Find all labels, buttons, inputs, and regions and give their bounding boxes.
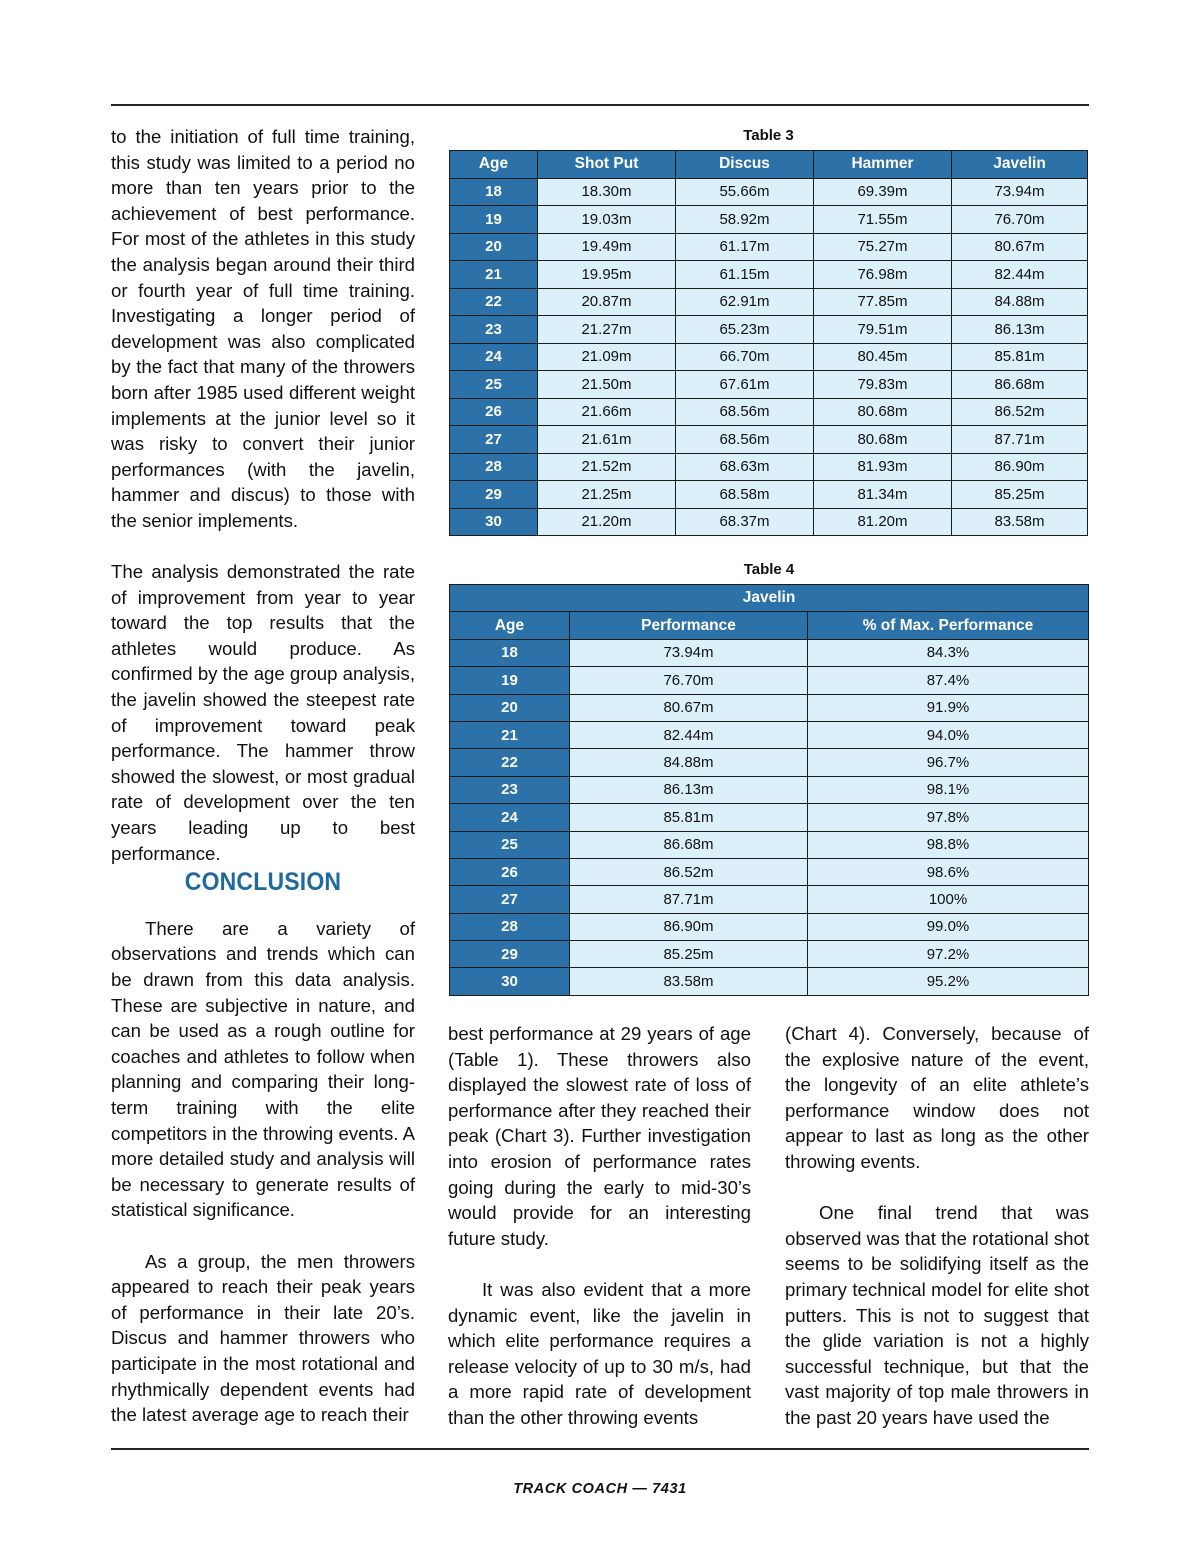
table4-header-performance: Performance	[570, 612, 808, 639]
table4-row	[450, 858, 1089, 885]
table3-age-cell: 29	[450, 481, 538, 509]
table4-value-cell: 98.8%	[808, 831, 1089, 858]
table3-age-cell: 23	[450, 316, 538, 344]
table4-header-pct-max: % of Max. Performance	[808, 612, 1089, 639]
table3-value-cell: 86.13m	[952, 316, 1088, 344]
table3-row	[450, 481, 1088, 509]
table3-row	[450, 453, 1088, 481]
table4-value-cell: 97.8%	[808, 804, 1089, 831]
table3-value-cell: 20.87m	[538, 288, 676, 316]
table4-value-cell: 84.3%	[808, 639, 1089, 666]
table4-age-cell: 27	[450, 886, 570, 913]
table3-value-cell: 76.70m	[952, 206, 1088, 234]
table4-row	[450, 913, 1089, 940]
table3-age-cell: 30	[450, 508, 538, 536]
table3-row	[450, 426, 1088, 454]
page-footer: TRACK COACH — 7431	[513, 1481, 687, 1497]
table3-value-cell: 87.71m	[952, 426, 1088, 454]
table3-value-cell: 68.63m	[676, 453, 814, 481]
table3-age-cell: 28	[450, 453, 538, 481]
table4-age-cell: 19	[450, 667, 570, 694]
table4-value-cell: 96.7%	[808, 749, 1089, 776]
table3-age-cell: 19	[450, 206, 538, 234]
table3-value-cell: 71.55m	[814, 206, 952, 234]
table3-value-cell: 68.56m	[676, 398, 814, 426]
table4-value-cell: 95.2%	[808, 968, 1089, 995]
table4-row	[450, 694, 1089, 721]
table3-header-age: Age	[450, 151, 538, 179]
table3-header-shot-put: Shot Put	[538, 151, 676, 179]
table4-value-cell: 87.4%	[808, 667, 1089, 694]
table3-header-hammer: Hammer	[814, 151, 952, 179]
table3-value-cell: 68.58m	[676, 481, 814, 509]
top-rule	[111, 104, 1089, 106]
table3-value-cell: 75.27m	[814, 233, 952, 261]
table4-value-cell: 80.67m	[570, 694, 808, 721]
middle-paragraph-1: best performance at 29 years of age (Table 1). These throwers also displayed the slowest rate of loss of performance after they reached their peak (Chart 3). Further investigation into erosion of performance rates going during the early to mid-30’s would provide for an interesting future study.	[448, 1023, 751, 1249]
table3-value-cell: 81.34m	[814, 481, 952, 509]
table3-value-cell: 73.94m	[952, 178, 1088, 206]
table3-value-cell: 79.51m	[814, 316, 952, 344]
table4-value-cell: 86.13m	[570, 776, 808, 803]
left-paragraph-2: The analysis demonstrated the rate of improvement from year to year toward the top results that the athletes would produce. As confirmed by the age group analysis, the javelin showed the steepest rate of improvement toward peak performance. The hammer throw showed the slowest, or most gradual rate of development over the ten years leading up to best performance.	[111, 561, 415, 864]
table4-header-row	[450, 612, 1089, 639]
table3-value-cell: 68.56m	[676, 426, 814, 454]
table3-age-cell: 25	[450, 371, 538, 399]
table4-row	[450, 804, 1089, 831]
table4-row	[450, 968, 1089, 995]
table4-row	[450, 639, 1089, 666]
table3-value-cell: 65.23m	[676, 316, 814, 344]
table3-value-cell: 80.68m	[814, 398, 952, 426]
table3-value-cell: 67.61m	[676, 371, 814, 399]
table3-value-cell: 82.44m	[952, 261, 1088, 289]
bottom-rule	[111, 1448, 1089, 1450]
table3-value-cell: 55.66m	[676, 178, 814, 206]
table4-age-cell: 24	[450, 804, 570, 831]
table4-value-cell: 86.68m	[570, 831, 808, 858]
table3-value-cell: 80.68m	[814, 426, 952, 454]
table3-age-cell: 26	[450, 398, 538, 426]
table4-age-cell: 26	[450, 858, 570, 885]
table4-row	[450, 886, 1089, 913]
table3-row	[450, 508, 1088, 536]
table4-value-cell: 100%	[808, 886, 1089, 913]
table3-age-cell: 27	[450, 426, 538, 454]
table4-value-cell: 76.70m	[570, 667, 808, 694]
table3-value-cell: 21.50m	[538, 371, 676, 399]
table4-value-cell: 86.52m	[570, 858, 808, 885]
table4-value-cell: 87.71m	[570, 886, 808, 913]
table3-value-cell: 77.85m	[814, 288, 952, 316]
table3-age-cell: 22	[450, 288, 538, 316]
table3-value-cell: 62.91m	[676, 288, 814, 316]
table3-value-cell: 86.68m	[952, 371, 1088, 399]
table3-row	[450, 371, 1088, 399]
right-paragraph-1: (Chart 4). Conversely, because of the explosive nature of the event, the longevity of an elite athlete’s performance window does not appear to last as long as the other throwing events.	[785, 1023, 1089, 1172]
table3-value-cell: 21.27m	[538, 316, 676, 344]
table3-value-cell: 58.92m	[676, 206, 814, 234]
table3-value-cell: 21.52m	[538, 453, 676, 481]
table3-value-cell: 85.25m	[952, 481, 1088, 509]
table4-age-cell: 21	[450, 721, 570, 748]
left-paragraph-1: to the initiation of full time training, this study was limited to a period no more than ten years prior to the achievement of best performance. For most of the athletes in this study the analysis began around their third or fourth year of full time training. Investigating a longer period of development was also complicated by the fact that many of the throwers born after 1985 used different weight implements at the junior level so it was risky to convert their junior performances (with the javelin, hammer and discus) to those with the senior implements.	[111, 126, 415, 531]
right-paragraph-2: One final trend that was observed was that the rotational shot seems to be solidifying itself as the primary technical model for elite shot putters. This is not to suggest that the glide variation is not a highly successful technique, but that the vast majority of top male throwers in the past 20 years have used the	[785, 1202, 1089, 1428]
left-paragraph-4: As a group, the men throwers appeared to reach their peak years of performance in their late 20’s. Discus and hammer throwers who participate in the most rotational and rhythmically dependent events had the latest average age to reach their	[111, 1250, 415, 1426]
table4-value-cell: 99.0%	[808, 913, 1089, 940]
table4-value-cell: 85.81m	[570, 804, 808, 831]
table3-value-cell: 21.09m	[538, 343, 676, 371]
table3-value-cell: 69.39m	[814, 178, 952, 206]
table4-value-cell: 85.25m	[570, 941, 808, 968]
table4-header-age: Age	[450, 612, 570, 639]
conclusion-heading: CONCLUSION	[184, 868, 342, 897]
table4-value-cell: 91.9%	[808, 694, 1089, 721]
table4-value-cell: 84.88m	[570, 749, 808, 776]
middle-paragraph-2: It was also evident that a more dynamic event, like the javelin in which elite performance requires a release velocity of up to 30 m/s, had a more rapid rate of development than the other throwing events	[448, 1278, 751, 1428]
table4-value-cell: 83.58m	[570, 968, 808, 995]
table3-row	[450, 178, 1088, 206]
table3-row	[450, 288, 1088, 316]
table4-age-cell: 20	[450, 694, 570, 721]
table4-caption: Table 4	[743, 561, 795, 578]
table4	[449, 584, 1089, 996]
table3-value-cell: 79.83m	[814, 371, 952, 399]
table3-value-cell: 18.30m	[538, 178, 676, 206]
table4-value-cell: 98.6%	[808, 858, 1089, 885]
middle-column	[448, 1021, 751, 1431]
table3-value-cell: 21.20m	[538, 508, 676, 536]
table3-age-cell: 21	[450, 261, 538, 289]
table3-age-cell: 20	[450, 233, 538, 261]
table3-row	[450, 233, 1088, 261]
table4-age-cell: 22	[450, 749, 570, 776]
table3-value-cell: 81.20m	[814, 508, 952, 536]
table3-value-cell: 85.81m	[952, 343, 1088, 371]
table4-row	[450, 941, 1089, 968]
table4-age-cell: 23	[450, 776, 570, 803]
table3-value-cell: 21.66m	[538, 398, 676, 426]
table4-value-cell: 82.44m	[570, 721, 808, 748]
table3-value-cell: 19.95m	[538, 261, 676, 289]
table4-row	[450, 749, 1089, 776]
table4-row	[450, 667, 1089, 694]
table3-value-cell: 81.93m	[814, 453, 952, 481]
table3-value-cell: 68.37m	[676, 508, 814, 536]
table3-row	[450, 398, 1088, 426]
left-paragraph-3: There are a variety of observations and trends which can be drawn from this data analysis. These are subjective in nature, and can be used as a rough outline for coaches and athletes to follow when planning and comparing their long-term training with the elite competitors in the throwing events. A more detailed study and analysis will be necessary to generate results of statistical significance.	[111, 917, 415, 1221]
right-column	[785, 1021, 1089, 1431]
table3-header-row	[450, 151, 1088, 179]
table3-value-cell: 80.45m	[814, 343, 952, 371]
table4-age-cell: 29	[450, 941, 570, 968]
table3-value-cell: 76.98m	[814, 261, 952, 289]
table3-value-cell: 21.25m	[538, 481, 676, 509]
table3-header-discus: Discus	[676, 151, 814, 179]
table4-value-cell: 97.2%	[808, 941, 1089, 968]
table3-value-cell: 86.90m	[952, 453, 1088, 481]
table4-row	[450, 721, 1089, 748]
table4-age-cell: 30	[450, 968, 570, 995]
table4-row	[450, 831, 1089, 858]
table3-value-cell: 19.03m	[538, 206, 676, 234]
table4-value-cell: 98.1%	[808, 776, 1089, 803]
table3-caption: Table 3	[743, 127, 794, 144]
table4-group-header: Javelin	[450, 585, 1089, 612]
table3-value-cell: 83.58m	[952, 508, 1088, 536]
table4-age-cell: 25	[450, 831, 570, 858]
table3-value-cell: 21.61m	[538, 426, 676, 454]
table3-row	[450, 316, 1088, 344]
table3-age-cell: 18	[450, 178, 538, 206]
table3-age-cell: 24	[450, 343, 538, 371]
table3-row	[450, 343, 1088, 371]
table3-row	[450, 261, 1088, 289]
table3-value-cell: 80.67m	[952, 233, 1088, 261]
left-column	[111, 124, 415, 1428]
table3-value-cell: 66.70m	[676, 343, 814, 371]
table4-age-cell: 28	[450, 913, 570, 940]
table4-age-cell: 18	[450, 639, 570, 666]
table4-value-cell: 86.90m	[570, 913, 808, 940]
table3-value-cell: 86.52m	[952, 398, 1088, 426]
table4-group-header-row	[450, 585, 1089, 612]
table3-value-cell: 61.17m	[676, 233, 814, 261]
table4-value-cell: 94.0%	[808, 721, 1089, 748]
table3	[449, 150, 1088, 536]
table3-value-cell: 61.15m	[676, 261, 814, 289]
table3-value-cell: 19.49m	[538, 233, 676, 261]
table3-header-javelin: Javelin	[952, 151, 1088, 179]
table4-row	[450, 776, 1089, 803]
table4-value-cell: 73.94m	[570, 639, 808, 666]
table3-row	[450, 206, 1088, 234]
table3-value-cell: 84.88m	[952, 288, 1088, 316]
